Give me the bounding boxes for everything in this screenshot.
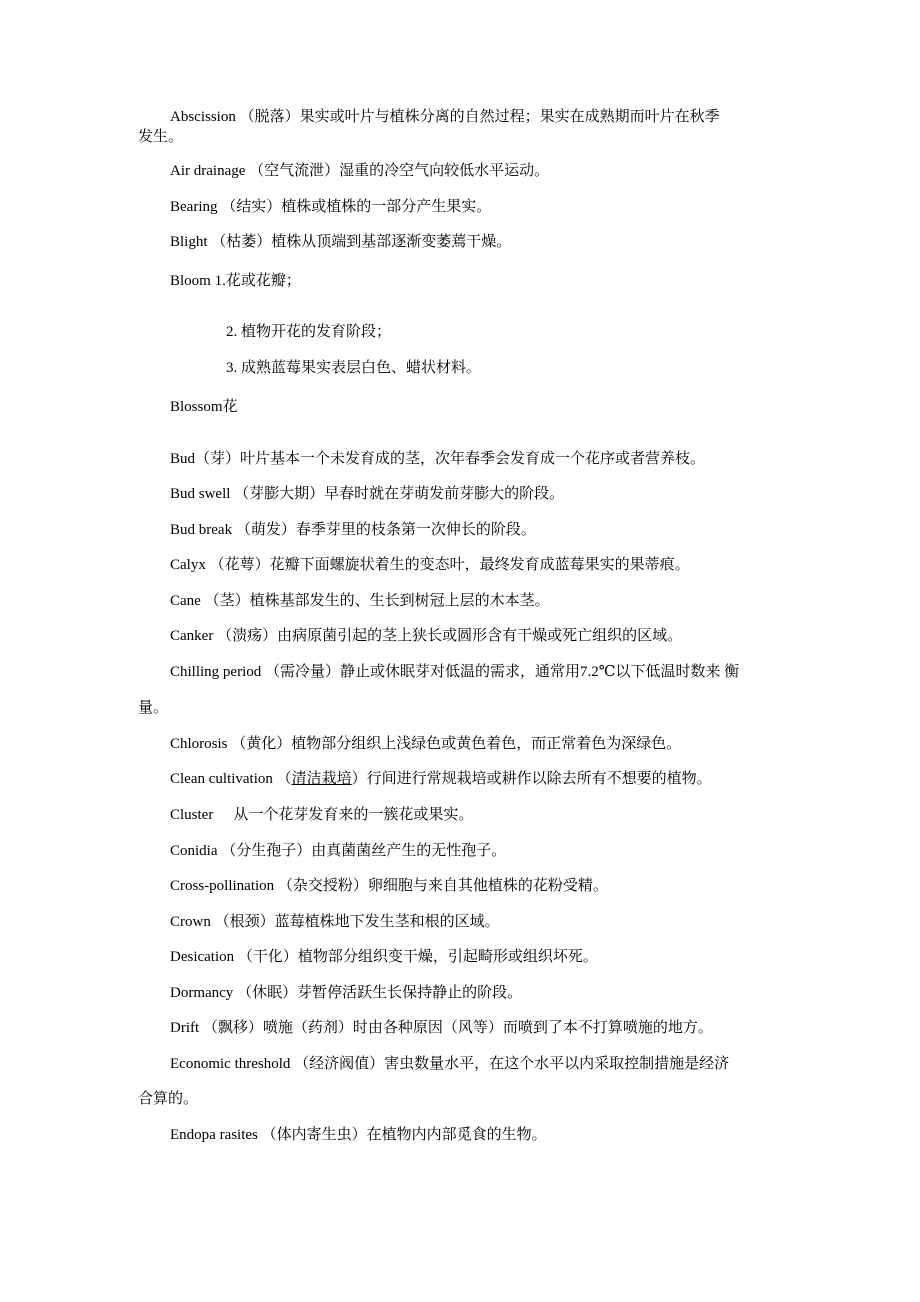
entry-term: Canker xyxy=(170,628,214,644)
entry-bearing xyxy=(170,197,491,217)
entry-definition: （黄化）植物部分组织上浅绿色或黄色着色，而正常着色为深绿色。 xyxy=(231,736,682,752)
entry-definition: （需冷量）静止或休眠芽对低温的需求，通常用7.2℃以下低温时数来 衡 xyxy=(265,664,740,680)
entry-bud-swell xyxy=(170,484,564,504)
entry-open-paren: （ xyxy=(276,771,292,787)
entry-dormancy xyxy=(170,983,522,1003)
entry-term: Dormancy xyxy=(170,985,234,1001)
entry-blossom xyxy=(170,397,238,417)
bloom-sub-item-3: 3. 成熟蓝莓果实表层白色、蜡状材料。 xyxy=(226,360,482,376)
entry-clean-cultivation xyxy=(170,769,712,789)
entry-bud xyxy=(170,449,705,469)
entry-continuation: 量。 xyxy=(138,700,169,716)
bloom-sub-item-2: 2. 植物开花的发育阶段； xyxy=(226,324,392,340)
entry-endoparasites xyxy=(170,1125,547,1145)
entry-definition: （芽膨大期）早春时就在芽萌发前芽膨大的阶段。 xyxy=(234,486,565,502)
entry-blight xyxy=(170,232,511,252)
entry-chilling-period xyxy=(170,662,739,682)
entry-definition: （结实）植株或植株的一部分产生果实。 xyxy=(221,199,492,215)
entry-definition: （空气流泄）湿重的冷空气向较低水平运动。 xyxy=(249,163,550,179)
entry-term: Bud xyxy=(170,451,196,467)
entry-definition: （萌发）春季芽里的枝条第一次伸长的阶段。 xyxy=(235,522,536,538)
entry-air-drainage xyxy=(170,161,549,181)
entry-term: Bud break xyxy=(170,522,233,538)
entry-continuation: 发生。 xyxy=(138,129,184,145)
entry-cross-pollination xyxy=(170,876,608,896)
entry-bloom xyxy=(170,271,301,291)
entry-term: Bud swell xyxy=(170,486,231,502)
entry-definition: （茎）植株基部发生的、生长到树冠上层的木本茎。 xyxy=(204,593,550,609)
entry-term: Drift xyxy=(170,1020,200,1036)
entry-term: Crown xyxy=(170,914,211,930)
entry-definition: （干化）植物部分组织变干燥，引起畸形或组织坏死。 xyxy=(237,949,598,965)
entry-term: Cane xyxy=(170,593,201,609)
entry-definition: （飘移）喷施（药剂）时由各种原因（风等）而喷到了本不打算喷施的地方。 xyxy=(202,1020,713,1036)
entry-term: Clean cultivation xyxy=(170,771,273,787)
entry-term: Bearing xyxy=(170,199,218,215)
entry-canker xyxy=(170,626,682,646)
entry-term: Blight xyxy=(170,234,208,250)
entry-term: Desication xyxy=(170,949,235,965)
entry-desication xyxy=(170,947,598,967)
entry-term: Chilling period xyxy=(170,664,262,680)
entry-continuation: 合算的。 xyxy=(138,1091,199,1107)
entry-calyx xyxy=(170,555,690,575)
entry-term: Conidia xyxy=(170,843,218,859)
entry-definition: 花 xyxy=(222,399,238,415)
entry-term: Cross-pollination xyxy=(170,878,275,894)
entry-term: Endopa rasites xyxy=(170,1127,258,1143)
entry-cane xyxy=(170,591,550,611)
entry-conidia xyxy=(170,841,506,861)
entry-definition: 从一个花芽发育来的一簇花或果实。 xyxy=(233,807,474,823)
entry-term: Abscission xyxy=(170,109,236,125)
entry-translation-underlined: 清洁栽培 xyxy=(291,771,352,787)
entry-definition: （花萼）花瓣下面螺旋状着生的变态叶，最终发育成蓝莓果实的果蒂痕。 xyxy=(209,557,690,573)
entry-term: Chlorosis xyxy=(170,736,228,752)
entry-definition: （经济阀值）害虫数量水平，在这个水平以内采取控制措施是经济 xyxy=(294,1056,730,1072)
entry-term: Bloom xyxy=(170,273,211,289)
entry-definition: （杂交授粉）卵细胞与来自其他植株的花粉受精。 xyxy=(277,878,608,894)
entry-crown xyxy=(170,912,500,932)
entry-abscission xyxy=(170,107,720,127)
entry-bud-break xyxy=(170,520,536,540)
entry-definition: （休眠）芽暂停活跃生长保持静止的阶段。 xyxy=(237,985,523,1001)
entry-definition: （根颈）蓝莓植株地下发生茎和根的区域。 xyxy=(214,914,500,930)
entry-term: Blossom xyxy=(170,399,223,415)
entry-definition: （溃疡）由病原菌引起的茎上狭长或圆形含有干燥或死亡组织的区域。 xyxy=(217,628,683,644)
entry-chlorosis xyxy=(170,734,681,754)
entry-term: Calyx xyxy=(170,557,206,573)
entry-definition: （脱落）果实或叶片与植株分离的自然过程；果实在成熟期而叶片在秋季 xyxy=(239,109,720,125)
entry-term: Economic threshold xyxy=(170,1056,291,1072)
entry-definition: ）行间进行常规栽培或耕作以除去所有不想要的植物。 xyxy=(351,771,712,787)
entry-economic-threshold xyxy=(170,1054,729,1074)
entry-definition: （枯萎）植株从顶端到基部逐渐变萎蔫干燥。 xyxy=(211,234,512,250)
entry-term: Air drainage xyxy=(170,163,246,179)
entry-definition: 1.花或花瓣； xyxy=(214,273,301,289)
entry-term: Cluster xyxy=(170,807,214,823)
entry-definition: （分生孢子）由真菌菌丝产生的无性孢子。 xyxy=(221,843,507,859)
entry-definition: （体内寄生虫）在植物内内部觅食的生物。 xyxy=(261,1127,547,1143)
entry-definition: （芽）叶片基本一个未发育成的茎，次年春季会发育成一个花序或者营养枝。 xyxy=(195,451,706,467)
entry-drift xyxy=(170,1018,713,1038)
entry-cluster xyxy=(170,805,473,825)
